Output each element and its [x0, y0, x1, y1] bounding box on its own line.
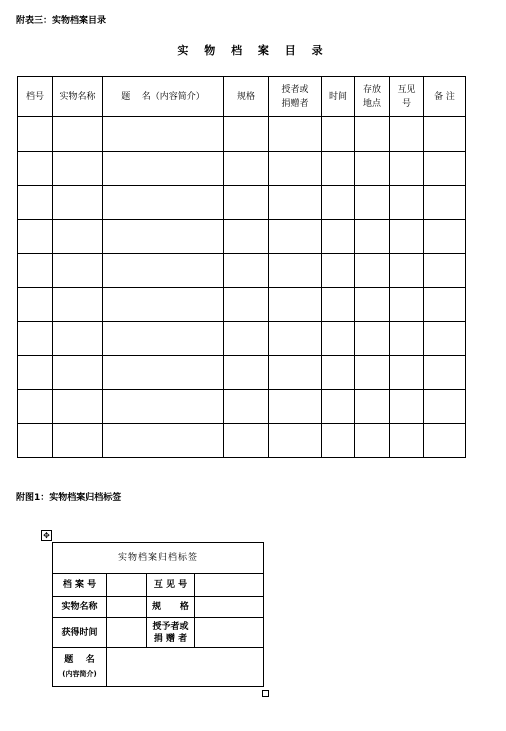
- label-spec: 规 格: [147, 597, 195, 618]
- label-row: [53, 618, 264, 648]
- table-cell[interactable]: [103, 390, 224, 424]
- label-acquired-time: 获得时间: [53, 618, 107, 648]
- table-cell[interactable]: [355, 220, 390, 254]
- label-donor-value[interactable]: [195, 618, 264, 648]
- table-cell[interactable]: [53, 152, 103, 186]
- table-cell[interactable]: [53, 356, 103, 390]
- col-header-file-no: 档号: [18, 77, 53, 117]
- table-cell[interactable]: [322, 220, 355, 254]
- label-object-name-value[interactable]: [107, 597, 147, 618]
- col-header-object-name: 实物名称: [53, 77, 103, 117]
- table-cell[interactable]: [224, 152, 269, 186]
- table-cell[interactable]: [322, 288, 355, 322]
- label-title-field-name: 题 名: [64, 655, 95, 665]
- figure1-caption: 附图1：实物档案归档标签: [16, 493, 122, 503]
- table-cell[interactable]: [18, 322, 53, 356]
- table-cell[interactable]: [390, 254, 424, 288]
- label-file-no-value[interactable]: [107, 574, 147, 597]
- table-cell[interactable]: [269, 117, 322, 152]
- col-header-title: 题 名（内容简介）: [103, 77, 224, 117]
- table-cell[interactable]: [18, 186, 53, 220]
- label-row: [53, 574, 264, 597]
- table-cell[interactable]: [269, 424, 322, 458]
- col-header-remarks: 备 注: [424, 77, 466, 117]
- table-cell[interactable]: [424, 220, 466, 254]
- table-cell[interactable]: [322, 356, 355, 390]
- col-header-location: 存放 地点: [355, 77, 390, 117]
- table-row: [18, 152, 466, 186]
- col-header-donor: 授者或 捐赠者: [269, 77, 322, 117]
- table-cell[interactable]: [322, 424, 355, 458]
- table-cell[interactable]: [103, 220, 224, 254]
- table-cell[interactable]: [424, 152, 466, 186]
- table-cell[interactable]: [269, 254, 322, 288]
- table-cell[interactable]: [269, 152, 322, 186]
- table-row: [18, 390, 466, 424]
- table-cell[interactable]: [18, 288, 53, 322]
- table-cell[interactable]: [390, 288, 424, 322]
- catalog-table: [17, 76, 466, 458]
- table-cell[interactable]: [53, 424, 103, 458]
- table-cell[interactable]: [53, 186, 103, 220]
- table-cell[interactable]: [53, 288, 103, 322]
- table-cell[interactable]: [18, 152, 53, 186]
- table-cell[interactable]: [390, 356, 424, 390]
- table-cell[interactable]: [18, 117, 53, 152]
- table-cell[interactable]: [390, 186, 424, 220]
- label-object-name: 实物名称: [53, 597, 107, 618]
- table-resize-handle-icon[interactable]: [262, 690, 269, 697]
- table-cell[interactable]: [269, 322, 322, 356]
- table-cell[interactable]: [355, 322, 390, 356]
- label-title: 实物档案归档标签: [53, 543, 264, 574]
- table-cell[interactable]: [53, 254, 103, 288]
- table-cell[interactable]: [53, 117, 103, 152]
- catalog-body: [18, 117, 466, 458]
- table-cell[interactable]: [355, 186, 390, 220]
- table-cell[interactable]: [103, 186, 224, 220]
- table-cell[interactable]: [390, 322, 424, 356]
- table-cell[interactable]: [355, 356, 390, 390]
- table-cell[interactable]: [390, 390, 424, 424]
- table-cell[interactable]: [424, 254, 466, 288]
- table-cell[interactable]: [224, 288, 269, 322]
- table-cell[interactable]: [224, 220, 269, 254]
- table-cell[interactable]: [424, 356, 466, 390]
- table-cell[interactable]: [103, 288, 224, 322]
- table-row: [18, 356, 466, 390]
- table-cell[interactable]: [224, 356, 269, 390]
- table-cell[interactable]: [355, 424, 390, 458]
- table-cell[interactable]: [355, 152, 390, 186]
- table-cell[interactable]: [269, 288, 322, 322]
- table-cell[interactable]: [103, 424, 224, 458]
- table-cell[interactable]: [269, 186, 322, 220]
- label-row: [53, 648, 264, 687]
- table-cell[interactable]: [355, 117, 390, 152]
- table-cell[interactable]: [224, 254, 269, 288]
- label-donor: 授予者或 捐 赠 者: [147, 618, 195, 648]
- catalog-header-row: [18, 77, 466, 117]
- table-row: [18, 322, 466, 356]
- table-cell[interactable]: [424, 186, 466, 220]
- table-cell[interactable]: [269, 356, 322, 390]
- label-file-no: 档 案 号: [53, 574, 107, 597]
- table-cell[interactable]: [424, 390, 466, 424]
- table-cell[interactable]: [224, 117, 269, 152]
- table-cell[interactable]: [224, 424, 269, 458]
- table-cell[interactable]: [224, 186, 269, 220]
- table-cell[interactable]: [322, 117, 355, 152]
- table-row: [18, 117, 466, 152]
- table-cell[interactable]: [390, 220, 424, 254]
- col-header-spec: 规格: [224, 77, 269, 117]
- table-cell[interactable]: [322, 152, 355, 186]
- table-move-handle-icon[interactable]: ✥: [41, 530, 52, 541]
- table-cell[interactable]: [390, 117, 424, 152]
- table-cell[interactable]: [53, 322, 103, 356]
- table-cell[interactable]: [355, 254, 390, 288]
- label-row: [53, 597, 264, 618]
- table-cell[interactable]: [355, 288, 390, 322]
- table-cell[interactable]: [18, 424, 53, 458]
- catalog-title: 实 物 档 案 目 录: [177, 44, 329, 57]
- table-row: [18, 254, 466, 288]
- col-header-cross-ref: 互见 号: [390, 77, 424, 117]
- table-cell[interactable]: [424, 288, 466, 322]
- col-header-time: 时间: [322, 77, 355, 117]
- label-spec-value[interactable]: [195, 597, 264, 618]
- attachment3-caption: 附表三：实物档案目录: [16, 16, 107, 26]
- table-cell[interactable]: [322, 390, 355, 424]
- table-cell[interactable]: [18, 356, 53, 390]
- label-acquired-time-value[interactable]: [107, 618, 147, 648]
- table-cell[interactable]: [424, 117, 466, 152]
- table-row: [18, 424, 466, 458]
- table-cell[interactable]: [103, 322, 224, 356]
- table-cell[interactable]: [322, 186, 355, 220]
- archive-label-table: [52, 542, 264, 687]
- table-cell[interactable]: [224, 390, 269, 424]
- table-row: [18, 186, 466, 220]
- table-cell[interactable]: [103, 152, 224, 186]
- label-title-value[interactable]: [107, 648, 264, 687]
- table-cell[interactable]: [424, 424, 466, 458]
- table-cell[interactable]: [103, 254, 224, 288]
- label-cross-ref: 互 见 号: [147, 574, 195, 597]
- table-cell[interactable]: [18, 390, 53, 424]
- table-cell[interactable]: [424, 322, 466, 356]
- table-cell[interactable]: [322, 254, 355, 288]
- table-cell[interactable]: [103, 356, 224, 390]
- table-cell[interactable]: [322, 322, 355, 356]
- table-cell[interactable]: [390, 152, 424, 186]
- table-cell[interactable]: [224, 322, 269, 356]
- table-row: [18, 220, 466, 254]
- label-title-field-sub: (内容简介): [62, 670, 97, 678]
- table-cell[interactable]: [103, 117, 224, 152]
- table-cell[interactable]: [53, 220, 103, 254]
- table-cell[interactable]: [18, 220, 53, 254]
- table-cell[interactable]: [355, 390, 390, 424]
- label-title-field: [53, 648, 107, 687]
- label-cross-ref-value[interactable]: [195, 574, 264, 597]
- table-cell[interactable]: [390, 424, 424, 458]
- table-row: [18, 288, 466, 322]
- table-cell[interactable]: [269, 390, 322, 424]
- table-cell[interactable]: [269, 220, 322, 254]
- table-cell[interactable]: [18, 254, 53, 288]
- table-cell[interactable]: [53, 390, 103, 424]
